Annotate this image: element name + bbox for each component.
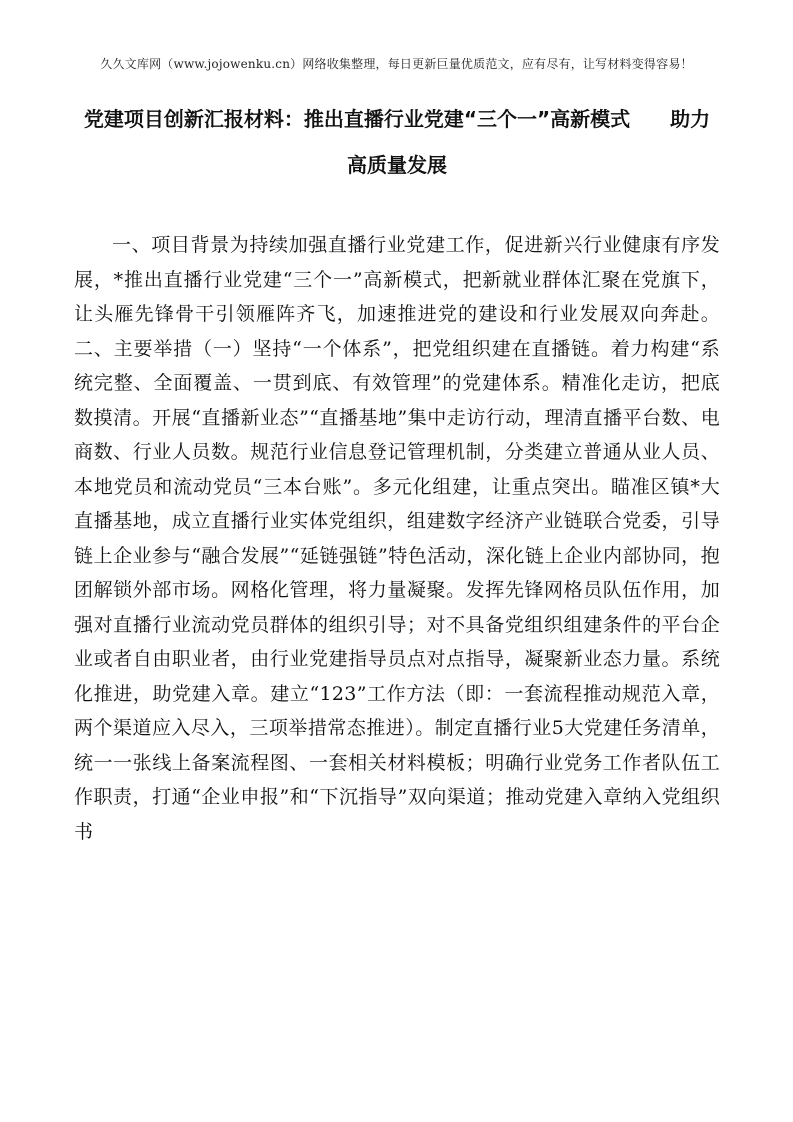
site-banner: 久久文库网（www.jojowenku.cn）网络收集整理，每日更新巨量优质范文，应有尽有，让写材料变得容易！ [100,57,693,71]
document-title: 党建项目创新汇报材料：推出直播行业党建“三个一”高新模式 助力高质量发展 [83,107,711,177]
document-body-paragraph: 一、项目背景为持续加强直播行业党建工作，促进新兴行业健康有序发展，*推出直播行业党建“三个一”高新模式，把新就业群体汇聚在党旗下，让头雁先锋骨干引领雁阵齐飞，加速推进党的建设和行业发展双向奔赴。二、主要举措（一）坚持“一个体系”，把党组织建在直播链。着力构建“系统完整、全面覆盖、一贯到底、有效管理”的党建体系。精准化走访，把底数摸清。开展“直播新业态”“直播基地”集中走访行动，理清直播平台数、电商数、行业人员数。规范行业信息登记管理机制，分类建立普通从业人员、本地党员和流动党员“三本台账”。多元化组建，让重点突出。瞄准区镇*大直播基地，成立直播行业实体党组织，组建数字经济产业链联合党委，引导链上企业参与“融合发展”“延链强链”特色活动，深化链上企业内部协同，抱团解锁外部市场。网格化管理，将力量凝聚。发挥先锋网格员队伍作用，加强对直播行业流动党员群体的组织引导；对不具备党组织组建条件的平台企业或者自由职业者，由行业党建指导员点对点指导，凝聚新业态力量。系统化推进，助党建入章。建立“123”工作方法（即：一套流程推动规范入章，两个渠道应入尽入，三项举措常态推进）。制定直播行业5大党建任务清单，统一一张线上备案流程图、一套相关材料模板；明确行业党务工作者队伍工作职责，打通“企业申报”和“下沉指导”双向渠道；推动党建入章纳入党组织书 [74,234,720,843]
